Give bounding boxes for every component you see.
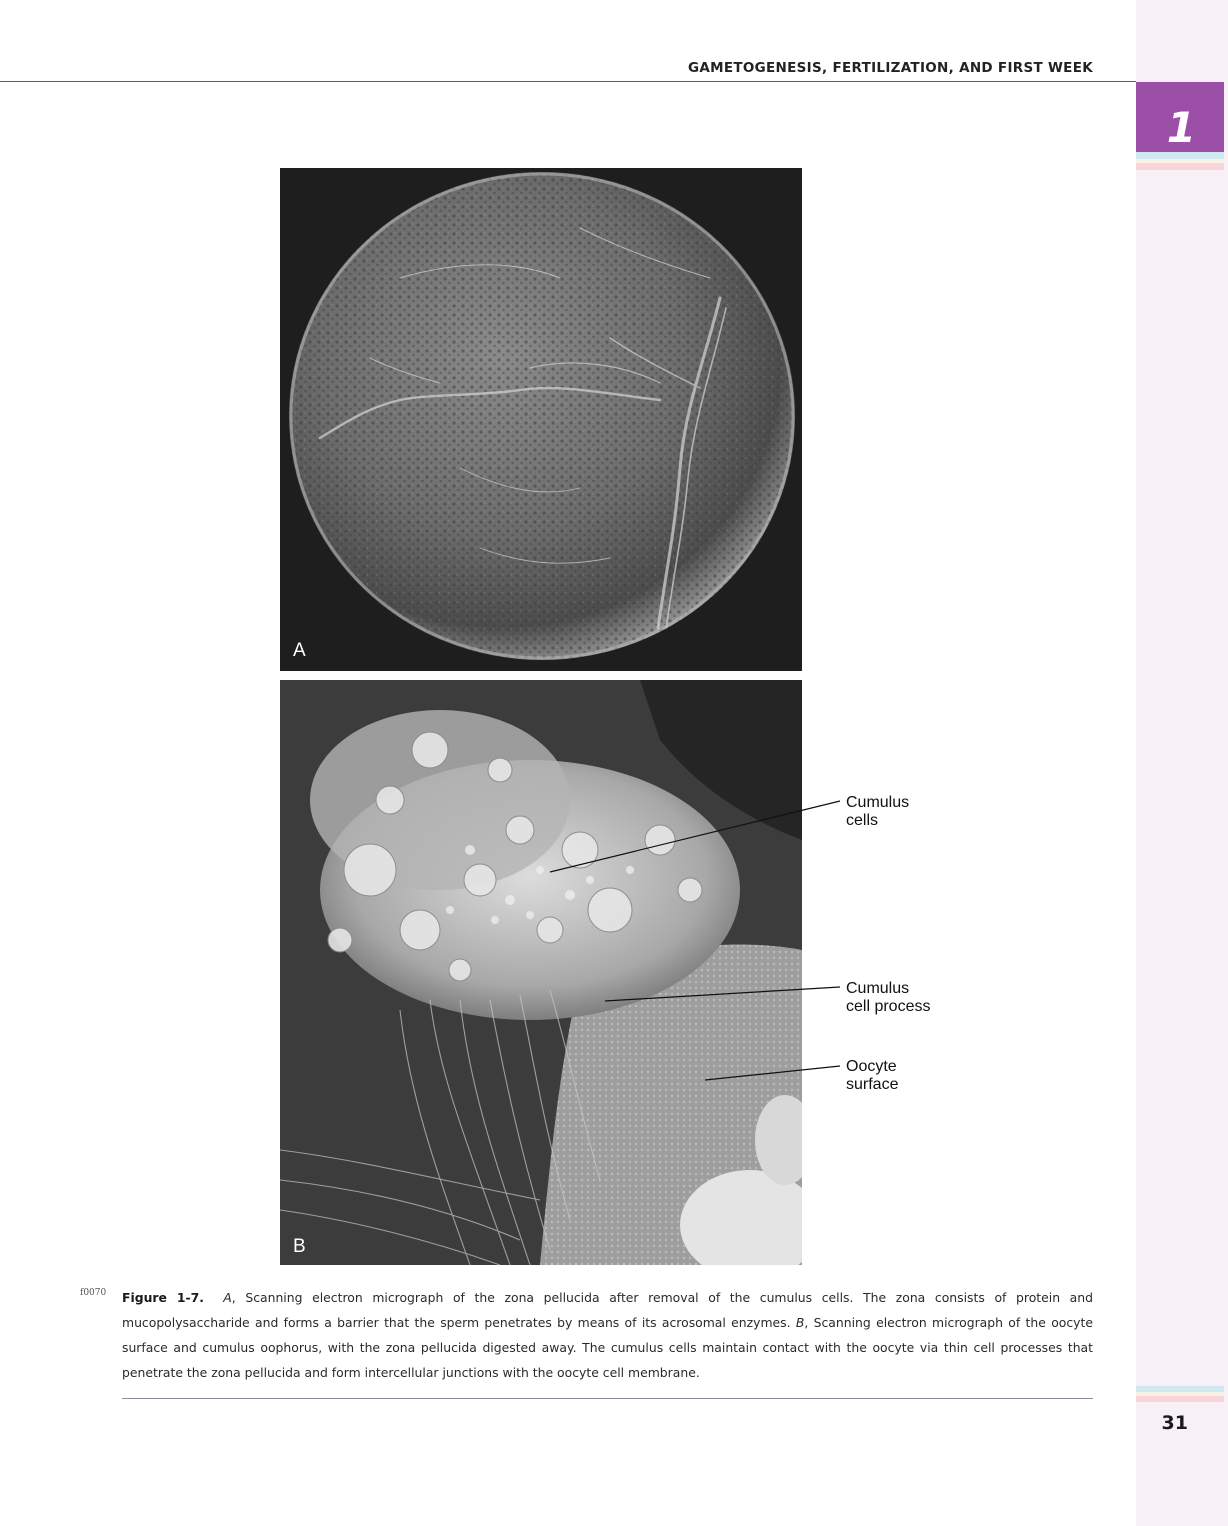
tab-band bbox=[1136, 163, 1224, 170]
chapter-number: 1 bbox=[1166, 103, 1196, 152]
label-line: cell process bbox=[846, 998, 931, 1015]
oocyte-cumulus-image bbox=[280, 680, 802, 1265]
label-line: cells bbox=[846, 812, 879, 829]
label-line: Cumulus bbox=[846, 794, 910, 811]
tab-band bbox=[1136, 152, 1224, 159]
label-line: Cumulus bbox=[846, 980, 910, 997]
chapter-tab bbox=[1136, 82, 1224, 152]
micrograph-panel-a bbox=[280, 168, 802, 671]
footer-band bbox=[1136, 1396, 1224, 1402]
figure-caption bbox=[122, 1285, 1093, 1385]
label-cumulus-cells bbox=[846, 794, 909, 830]
caption-text-b: , Scanning electron micrograph of the oocyte surface and cumulus oophorus, with the zona pellucida digested away. The cumulus cells maintain contact with the oocyte via thin cell processes that penetrate the zona pellucida and form intercellular junctions with the oocyte cell membrane. bbox=[122, 1315, 1093, 1380]
caption-text-a: , Scanning electron micrograph of the zona pellucida after removal of the cumulus cells. The zona consists of protein and mucopolysaccharide and forms a barrier that the sperm penetrates by means of its acrosomal enzymes. bbox=[122, 1290, 1093, 1330]
figure-label: Figure 1-7. bbox=[122, 1290, 205, 1305]
running-header: GAMETOGENESIS, FERTILIZATION, AND FIRST WEEK bbox=[687, 60, 1093, 76]
zona-pellucida-image bbox=[280, 168, 802, 671]
label-line: Oocyte bbox=[846, 1058, 897, 1075]
panel-letter-a: A bbox=[293, 640, 306, 661]
page-number: 31 bbox=[1161, 1412, 1188, 1434]
margin-strip bbox=[1136, 0, 1228, 1526]
figure-code: f0070 bbox=[80, 1288, 107, 1298]
caption-letter-a: A bbox=[223, 1290, 232, 1305]
label-line: surface bbox=[846, 1076, 899, 1093]
label-oocyte-surface bbox=[846, 1058, 898, 1094]
header-rule bbox=[0, 81, 1136, 82]
label-cumulus-cell-process bbox=[846, 980, 930, 1016]
caption-rule bbox=[122, 1398, 1093, 1399]
panel-letter-b: B bbox=[293, 1236, 306, 1257]
caption-letter-b: B bbox=[795, 1315, 805, 1330]
micrograph-panel-b bbox=[280, 680, 802, 1265]
